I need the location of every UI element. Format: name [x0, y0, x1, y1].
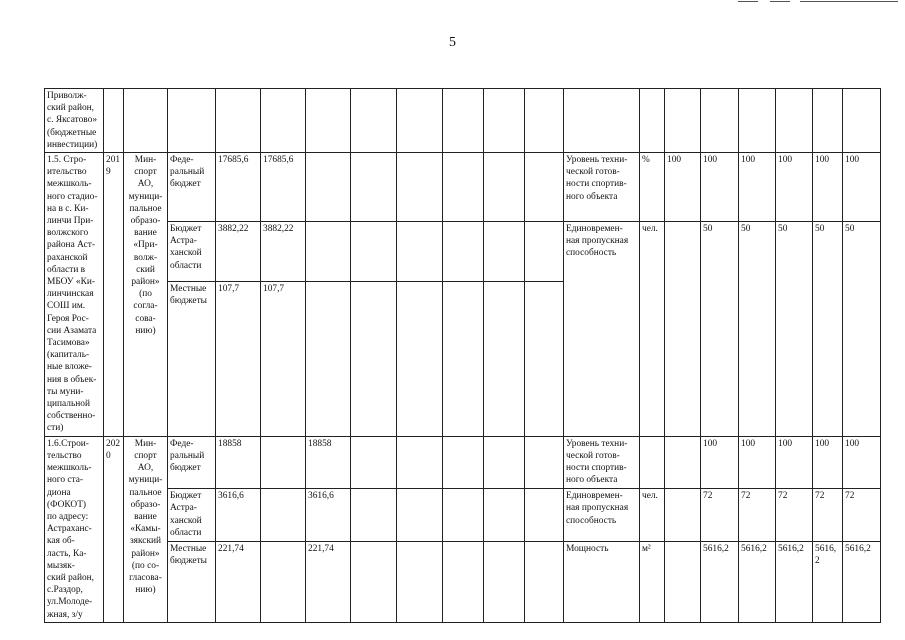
amount-total: 107,7 [216, 281, 261, 436]
funding-source: Феде- ральный бюджет [170, 155, 205, 190]
indicator-value: 50 [843, 222, 881, 437]
funding-source: Местные бюджеты [170, 283, 207, 306]
amount-year: 17685,6 [261, 153, 306, 222]
indicator-value: 100 [701, 436, 739, 488]
indicator-name: Уровень техни- ческой готов- ности спортив- ного объекта [566, 155, 628, 202]
amount-year: 107,7 [261, 281, 306, 436]
top-rule [770, 1, 790, 2]
amount-year: 3882,22 [261, 222, 306, 282]
table-row [45, 89, 881, 153]
indicator-value: 50 [776, 222, 813, 437]
amount-total: 18858 [216, 436, 261, 488]
indicator-value: 100 [701, 153, 739, 222]
unit-cell: м² [640, 541, 665, 622]
indicator-name: Единовремен- ная пропускная способность [566, 491, 629, 526]
amount-total: 3616,6 [216, 489, 261, 541]
indicator-value: 100 [739, 436, 776, 488]
indicator-base: 100 [665, 153, 701, 222]
year-cell: 2020 [104, 436, 124, 622]
executor-cell [124, 436, 168, 622]
unit-cell: чел. [640, 489, 665, 541]
indicator-value: 100 [776, 436, 813, 488]
indicator-value: 72 [813, 489, 843, 541]
amount-year: 221,74 [306, 541, 351, 622]
funding-source: Бюджет Астра- ханской области [170, 224, 202, 271]
indicator-value: 50 [813, 222, 843, 437]
indicator-name: Уровень техни- ческой готов- ности спортив- ного объекта [566, 438, 628, 486]
funding-source: Местные бюджеты [170, 543, 207, 566]
table-row [45, 541, 881, 622]
source-cell [168, 489, 216, 541]
funding-source: Феде- ральный бюджет [170, 438, 205, 474]
amount-year: 3616,6 [306, 489, 351, 541]
indicator-cell [564, 153, 640, 222]
indicator-value: 5616,2 [843, 541, 881, 622]
table-row [45, 153, 881, 222]
indicator-value: 100 [813, 436, 843, 488]
program-table [44, 88, 881, 623]
executor: Мин- спорт АО, муници- пальное образо- вание «При- волж- ский район» (по согла- сова- нию) [128, 155, 163, 336]
source-cell [168, 281, 216, 436]
event-name: 1.5. Стро- ительство межшколь- ного стадио- на в с. Ки- линчи При- волжского района Аст- раханской области в МБОУ «Ки- линчинская СОШ им. Героя Рос- сии Азамата Тасимова» (капиталь- ные вложе- ния в объек- ты муни- ципальной собственно- сти) [47, 155, 98, 434]
indicator-name: Единовремен- ная пропускная способность [566, 224, 629, 259]
amount-year: 18858 [306, 436, 351, 488]
indicator-value: 72 [843, 489, 881, 541]
page-number: 5 [449, 35, 456, 50]
indicator-value: 100 [843, 436, 881, 488]
event-name-cell [45, 89, 104, 153]
indicator-value: 5616,2 [813, 541, 843, 622]
unit-cell: чел. [640, 222, 665, 437]
year-cell: 2019 [104, 153, 124, 437]
indicator-value: 72 [776, 489, 813, 541]
indicator-cell [564, 222, 640, 437]
event-name: 1.6.Строи- тельство межшколь- ного ста- диона (ФОКОТ) по адресу: Астраханс- кая об- ласть, Ка- мызяк- ский район, с.Раздор, ул.Молоде- жная, з/у [47, 438, 95, 620]
indicator-cell [564, 489, 640, 541]
indicator-value: 72 [701, 489, 739, 541]
table-row [45, 222, 881, 282]
amount-total: 221,74 [216, 541, 261, 622]
amount-total: 3882,22 [216, 222, 261, 282]
event-name-cell [45, 436, 104, 622]
event-name: Приволж- ский район, с. Яксатово» (бюджетные инвестиции) [47, 91, 98, 150]
amount-total: 17685,6 [216, 153, 261, 222]
table-row [45, 489, 881, 541]
table-row [45, 436, 881, 488]
top-rule [738, 1, 758, 2]
indicator-cell [564, 436, 640, 488]
indicator-value: 72 [739, 489, 776, 541]
executor: Мин- спорт АО, муници- пальное образо- вание «Камы- зякский район» (по со- гласова- нию) [128, 438, 163, 596]
executor-cell [124, 153, 168, 437]
indicator-value: 50 [701, 222, 739, 437]
source-cell [168, 222, 216, 282]
indicator-value: 100 [739, 153, 776, 222]
indicator-value: 50 [739, 222, 776, 437]
indicator-value: 100 [776, 153, 813, 222]
indicator-value: 5616,2 [776, 541, 813, 622]
funding-source: Бюджет Астра- ханской области [170, 491, 202, 538]
indicator-value: 5616,2 [739, 541, 776, 622]
indicator-value: 100 [843, 153, 881, 222]
source-cell [168, 541, 216, 622]
event-name-cell [45, 153, 104, 437]
source-cell [168, 153, 216, 222]
indicator-value: 5616,2 [701, 541, 739, 622]
source-cell [168, 436, 216, 488]
indicator-cell [564, 541, 640, 622]
indicator-name: Мощность [566, 543, 609, 554]
indicator-value: 100 [813, 153, 843, 222]
unit-cell: % [640, 153, 665, 222]
top-rule [800, 1, 898, 2]
